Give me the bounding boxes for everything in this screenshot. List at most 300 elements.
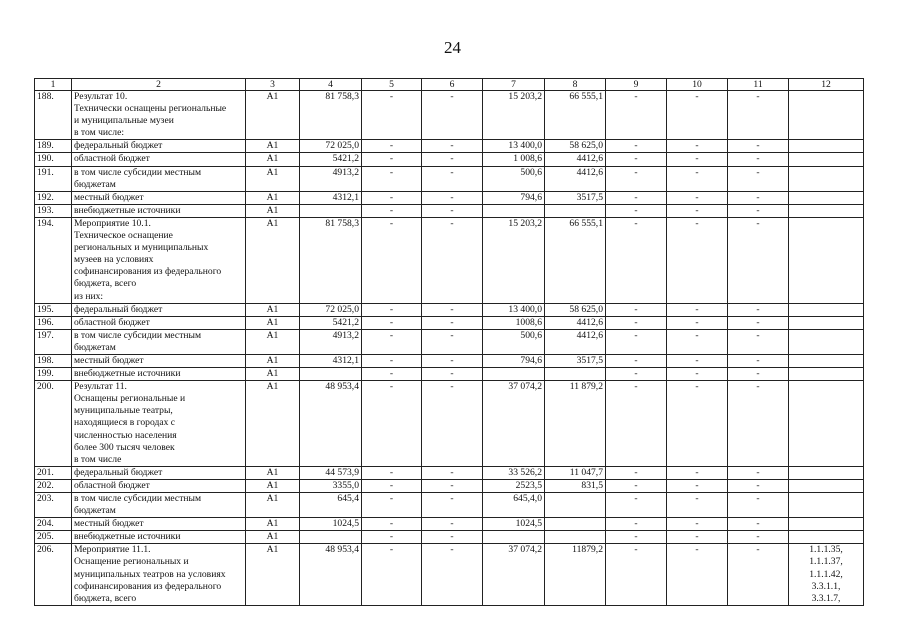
cell-col-4: 1024,5	[300, 518, 362, 531]
cell-col-3: А1	[246, 153, 300, 166]
table-row	[35, 466, 864, 479]
cell-col-5: -	[362, 368, 422, 381]
column-header: 7	[483, 79, 545, 91]
cell-col-12	[789, 316, 864, 329]
column-header: 9	[606, 79, 667, 91]
cell-col-12	[789, 91, 864, 140]
cell-col-3: А1	[246, 493, 300, 518]
cell-col-11: -	[728, 217, 789, 303]
cell-col-8: 831,5	[545, 479, 606, 492]
cell-col-8: 58 625,0	[545, 303, 606, 316]
cell-col-4: 72 025,0	[300, 303, 362, 316]
row-description	[72, 140, 246, 153]
cell-col-6: -	[422, 479, 483, 492]
cell-col-6: -	[422, 466, 483, 479]
description-line: Оснащение региональных и	[74, 556, 189, 568]
column-header: 1	[35, 79, 72, 91]
table-row	[35, 479, 864, 492]
row-number: 190.	[35, 153, 72, 166]
cell-col-8: 4412,6	[545, 329, 606, 354]
reference-line: 1.1.1.35,	[809, 544, 843, 556]
column-header: 6	[422, 79, 483, 91]
cell-col-4	[300, 531, 362, 544]
cell-col-3: А1	[246, 354, 300, 367]
cell-col-7: 1 008,6	[483, 153, 545, 166]
description-line: более 300 тысяч человек	[74, 441, 175, 453]
cell-col-7: 15 203,2	[483, 91, 545, 140]
cell-col-4: 48 953,4	[300, 381, 362, 467]
cell-col-7	[483, 204, 545, 217]
cell-col-5: -	[362, 91, 422, 140]
description-line: областной бюджет	[74, 479, 150, 491]
cell-col-10: -	[667, 518, 728, 531]
cell-col-12	[789, 166, 864, 191]
cell-col-9: -	[606, 329, 667, 354]
cell-col-4: 645,4	[300, 493, 362, 518]
cell-col-9: -	[606, 204, 667, 217]
row-number: 202.	[35, 479, 72, 492]
row-number: 191.	[35, 166, 72, 191]
reference-line: 3.3.1.7,	[811, 592, 841, 604]
row-number: 188.	[35, 91, 72, 140]
description-line: бюджетам	[74, 178, 116, 190]
cell-col-10: -	[667, 166, 728, 191]
cell-col-5: -	[362, 217, 422, 303]
description-line: внебюджетные источники	[74, 204, 181, 216]
row-description	[72, 316, 246, 329]
cell-col-6: -	[422, 329, 483, 354]
table-row	[35, 354, 864, 367]
cell-col-12	[789, 329, 864, 354]
cell-col-7: 37 074,2	[483, 381, 545, 467]
row-description	[72, 303, 246, 316]
description-line: федеральный бюджет	[74, 466, 163, 478]
cell-col-6: -	[422, 153, 483, 166]
cell-col-9: -	[606, 466, 667, 479]
cell-col-11: -	[728, 140, 789, 153]
description-line: федеральный бюджет	[74, 140, 163, 152]
description-line: Результат 10.	[74, 91, 128, 102]
cell-col-6: -	[422, 544, 483, 605]
cell-col-6: -	[422, 91, 483, 140]
cell-col-7: 2523,5	[483, 479, 545, 492]
description-line: музеев на условиях	[74, 254, 154, 266]
cell-col-11: -	[728, 381, 789, 467]
cell-col-8: 3517,5	[545, 354, 606, 367]
cell-col-10: -	[667, 204, 728, 217]
row-description	[72, 91, 246, 140]
cell-col-4: 72 025,0	[300, 140, 362, 153]
cell-col-3: А1	[246, 479, 300, 492]
cell-col-4: 5421,2	[300, 316, 362, 329]
cell-col-9: -	[606, 368, 667, 381]
cell-col-4	[300, 368, 362, 381]
cell-col-6: -	[422, 204, 483, 217]
cell-col-3: А1	[246, 204, 300, 217]
cell-col-9: -	[606, 544, 667, 605]
cell-col-3: А1	[246, 466, 300, 479]
cell-col-7: 37 074,2	[483, 544, 545, 605]
table-row	[35, 140, 864, 153]
cell-col-4: 4913,2	[300, 329, 362, 354]
description-line: софинансирования из федерального	[74, 266, 222, 278]
cell-col-6: -	[422, 368, 483, 381]
cell-col-10: -	[667, 316, 728, 329]
cell-col-3: А1	[246, 91, 300, 140]
cell-col-3: А1	[246, 531, 300, 544]
cell-col-9: -	[606, 518, 667, 531]
cell-col-12	[789, 493, 864, 518]
column-header: 2	[72, 79, 246, 91]
row-description	[72, 531, 246, 544]
cell-col-9: -	[606, 91, 667, 140]
description-line: областной бюджет	[74, 153, 150, 165]
row-number: 203.	[35, 493, 72, 518]
column-header: 4	[300, 79, 362, 91]
row-number: 197.	[35, 329, 72, 354]
cell-col-8	[545, 368, 606, 381]
row-description	[72, 204, 246, 217]
cell-col-11: -	[728, 544, 789, 605]
cell-col-4	[300, 204, 362, 217]
cell-col-10: -	[667, 329, 728, 354]
cell-col-6: -	[422, 354, 483, 367]
description-line: местный бюджет	[74, 354, 144, 366]
cell-col-10: -	[667, 531, 728, 544]
description-line: федеральный бюджет	[74, 303, 163, 315]
cell-col-12	[789, 381, 864, 467]
cell-col-12	[789, 217, 864, 303]
cell-col-9: -	[606, 354, 667, 367]
cell-col-9: -	[606, 493, 667, 518]
cell-col-8: 4412,6	[545, 166, 606, 191]
cell-col-7: 1024,5	[483, 518, 545, 531]
description-line: Мероприятие 11.1.	[74, 544, 151, 556]
reference-line: 1.1.1.42,	[809, 568, 843, 580]
cell-col-3: А1	[246, 316, 300, 329]
column-header: 3	[246, 79, 300, 91]
cell-col-11: -	[728, 91, 789, 140]
cell-col-11: -	[728, 329, 789, 354]
cell-col-3: А1	[246, 329, 300, 354]
cell-col-12	[789, 466, 864, 479]
cell-col-5: -	[362, 166, 422, 191]
description-line: муниципальных театров на условиях	[74, 568, 226, 580]
cell-col-7: 794,6	[483, 191, 545, 204]
cell-col-4: 5421,2	[300, 153, 362, 166]
table-row	[35, 329, 864, 354]
cell-col-5: -	[362, 531, 422, 544]
cell-col-9: -	[606, 479, 667, 492]
cell-col-10: -	[667, 140, 728, 153]
cell-col-7	[483, 368, 545, 381]
cell-col-7: 794,6	[483, 354, 545, 367]
row-number: 195.	[35, 303, 72, 316]
description-line: из них:	[74, 290, 104, 302]
cell-col-7: 1008,6	[483, 316, 545, 329]
description-line: в том числе субсидии местным	[74, 493, 202, 504]
cell-col-3: А1	[246, 191, 300, 204]
cell-col-12	[789, 368, 864, 381]
cell-col-8: 11 879,2	[545, 381, 606, 467]
table-row	[35, 368, 864, 381]
cell-col-7: 15 203,2	[483, 217, 545, 303]
cell-col-12	[789, 479, 864, 492]
cell-col-7: 645,4,0	[483, 493, 545, 518]
cell-col-3: А1	[246, 166, 300, 191]
cell-col-6: -	[422, 140, 483, 153]
cell-col-3: А1	[246, 381, 300, 467]
column-number-row	[35, 79, 864, 91]
cell-col-4: 4312,1	[300, 191, 362, 204]
row-description	[72, 354, 246, 367]
cell-col-5: -	[362, 493, 422, 518]
cell-col-9: -	[606, 381, 667, 467]
table-row	[35, 217, 864, 303]
cell-col-10: -	[667, 479, 728, 492]
row-number: 201.	[35, 466, 72, 479]
table-row	[35, 91, 864, 140]
row-number: 196.	[35, 316, 72, 329]
cell-col-10: -	[667, 91, 728, 140]
cell-col-6: -	[422, 166, 483, 191]
cell-col-5: -	[362, 204, 422, 217]
column-header: 8	[545, 79, 606, 91]
table-row	[35, 493, 864, 518]
cell-col-10: -	[667, 493, 728, 518]
description-line: бюджетам	[74, 341, 116, 353]
cell-col-11: -	[728, 354, 789, 367]
cell-col-4: 44 573,9	[300, 466, 362, 479]
cell-col-4: 4913,2	[300, 166, 362, 191]
table-body	[35, 91, 864, 606]
cell-col-12	[789, 518, 864, 531]
column-header: 12	[789, 79, 864, 91]
table-row	[35, 381, 864, 467]
cell-col-8	[545, 531, 606, 544]
cell-col-8: 11879,2	[545, 544, 606, 605]
cell-col-6: -	[422, 316, 483, 329]
row-number: 192.	[35, 191, 72, 204]
cell-col-7	[483, 531, 545, 544]
cell-col-8: 66 555,1	[545, 217, 606, 303]
cell-col-3: А1	[246, 217, 300, 303]
cell-col-6: -	[422, 518, 483, 531]
column-header: 10	[667, 79, 728, 91]
cell-col-6: -	[422, 191, 483, 204]
cell-col-7: 33 526,2	[483, 466, 545, 479]
cell-col-4: 81 758,3	[300, 91, 362, 140]
cell-col-3: А1	[246, 303, 300, 316]
row-number: 206.	[35, 544, 72, 605]
row-number: 189.	[35, 140, 72, 153]
cell-col-6: -	[422, 217, 483, 303]
description-line: муниципальные театры,	[74, 405, 173, 417]
cell-col-11: -	[728, 316, 789, 329]
budget-table	[34, 78, 864, 606]
cell-col-11: -	[728, 368, 789, 381]
cell-col-9: -	[606, 303, 667, 316]
cell-col-5: -	[362, 153, 422, 166]
row-number: 200.	[35, 381, 72, 467]
description-line: Техническое оснащение	[74, 230, 173, 242]
row-description	[72, 466, 246, 479]
cell-col-9: -	[606, 316, 667, 329]
cell-col-11: -	[728, 531, 789, 544]
cell-col-5: -	[362, 140, 422, 153]
row-description	[72, 329, 246, 354]
description-line: областной бюджет	[74, 316, 150, 328]
page-number: 24	[444, 38, 461, 57]
cell-col-9: -	[606, 140, 667, 153]
table-row	[35, 303, 864, 316]
cell-col-7: 500,6	[483, 329, 545, 354]
cell-col-5: -	[362, 354, 422, 367]
reference-line: 1.1.1.37,	[809, 556, 843, 568]
description-line: и муниципальные музеи	[74, 115, 174, 127]
cell-col-5: -	[362, 381, 422, 467]
cell-col-11: -	[728, 166, 789, 191]
row-description	[72, 166, 246, 191]
cell-col-5: -	[362, 329, 422, 354]
cell-col-8: 4412,6	[545, 316, 606, 329]
description-line: Технически оснащены региональные	[74, 103, 227, 115]
cell-col-11: -	[728, 493, 789, 518]
cell-col-4: 81 758,3	[300, 217, 362, 303]
cell-col-10: -	[667, 544, 728, 605]
cell-col-6: -	[422, 303, 483, 316]
cell-col-3: А1	[246, 140, 300, 153]
cell-col-7: 13 400,0	[483, 140, 545, 153]
cell-col-10: -	[667, 217, 728, 303]
cell-col-4: 4312,1	[300, 354, 362, 367]
cell-col-6: -	[422, 381, 483, 467]
row-description	[72, 191, 246, 204]
cell-col-8: 3517,5	[545, 191, 606, 204]
cell-col-12	[789, 544, 864, 605]
cell-col-11: -	[728, 191, 789, 204]
description-line: в том числе:	[74, 127, 125, 139]
table-row	[35, 531, 864, 544]
cell-col-10: -	[667, 354, 728, 367]
cell-col-12	[789, 140, 864, 153]
table-row	[35, 518, 864, 531]
cell-col-9: -	[606, 153, 667, 166]
cell-col-8	[545, 493, 606, 518]
row-number: 199.	[35, 368, 72, 381]
cell-col-6: -	[422, 493, 483, 518]
description-line: в том числе	[74, 453, 122, 465]
cell-col-11: -	[728, 518, 789, 531]
description-line: местный бюджет	[74, 518, 144, 530]
cell-col-12	[789, 303, 864, 316]
cell-col-5: -	[362, 544, 422, 605]
cell-col-5: -	[362, 316, 422, 329]
description-line: Результат 11.	[74, 381, 127, 393]
cell-col-12	[789, 204, 864, 217]
cell-col-11: -	[728, 466, 789, 479]
description-line: Оснащены региональные и	[74, 393, 186, 405]
cell-col-4: 48 953,4	[300, 544, 362, 605]
row-number: 193.	[35, 204, 72, 217]
description-line: региональных и муниципальных	[74, 242, 209, 254]
table-row	[35, 316, 864, 329]
row-description	[72, 493, 246, 518]
row-number: 194.	[35, 217, 72, 303]
row-number: 204.	[35, 518, 72, 531]
cell-col-8	[545, 204, 606, 217]
cell-col-5: -	[362, 466, 422, 479]
cell-col-8	[545, 518, 606, 531]
description-line: внебюджетные источники	[74, 368, 181, 380]
row-description	[72, 544, 246, 605]
cell-col-10: -	[667, 153, 728, 166]
cell-col-3: А1	[246, 368, 300, 381]
row-number: 198.	[35, 354, 72, 367]
description-line: численностью населения	[74, 429, 177, 441]
description-line: бюджета, всего	[74, 278, 137, 290]
cell-col-11: -	[728, 479, 789, 492]
cell-col-11: -	[728, 153, 789, 166]
description-line: местный бюджет	[74, 191, 144, 203]
row-description	[72, 217, 246, 303]
cell-col-12	[789, 531, 864, 544]
reference-line: 3.3.1.1,	[811, 580, 841, 592]
cell-col-3: А1	[246, 518, 300, 531]
row-description	[72, 479, 246, 492]
cell-col-9: -	[606, 191, 667, 204]
cell-col-11: -	[728, 204, 789, 217]
cell-col-10: -	[667, 466, 728, 479]
cell-col-9: -	[606, 531, 667, 544]
column-header: 11	[728, 79, 789, 91]
cell-col-10: -	[667, 303, 728, 316]
row-description	[72, 153, 246, 166]
cell-col-10: -	[667, 191, 728, 204]
cell-col-12	[789, 153, 864, 166]
cell-col-8: 66 555,1	[545, 91, 606, 140]
table-row	[35, 153, 864, 166]
description-line: находящиеся в городах с	[74, 417, 176, 429]
description-line: Мероприятие 10.1.	[74, 217, 151, 229]
cell-col-8: 58 625,0	[545, 140, 606, 153]
cell-col-5: -	[362, 191, 422, 204]
cell-col-10: -	[667, 368, 728, 381]
cell-col-9: -	[606, 217, 667, 303]
cell-col-5: -	[362, 479, 422, 492]
description-line: бюджетам	[74, 505, 116, 517]
cell-col-11: -	[728, 303, 789, 316]
cell-col-6: -	[422, 531, 483, 544]
cell-col-3: А1	[246, 544, 300, 605]
table-row	[35, 166, 864, 191]
row-description	[72, 518, 246, 531]
cell-col-5: -	[362, 303, 422, 316]
description-line: внебюджетные источники	[74, 531, 181, 543]
table-row	[35, 204, 864, 217]
row-description	[72, 368, 246, 381]
cell-col-8: 11 047,7	[545, 466, 606, 479]
cell-col-7: 500,6	[483, 166, 545, 191]
row-description	[72, 381, 246, 467]
cell-col-12	[789, 354, 864, 367]
description-line: в том числе субсидии местным	[74, 329, 202, 341]
cell-col-9: -	[606, 166, 667, 191]
cell-col-5: -	[362, 518, 422, 531]
cell-col-12	[789, 191, 864, 204]
table-row	[35, 544, 864, 605]
cell-col-10: -	[667, 381, 728, 467]
